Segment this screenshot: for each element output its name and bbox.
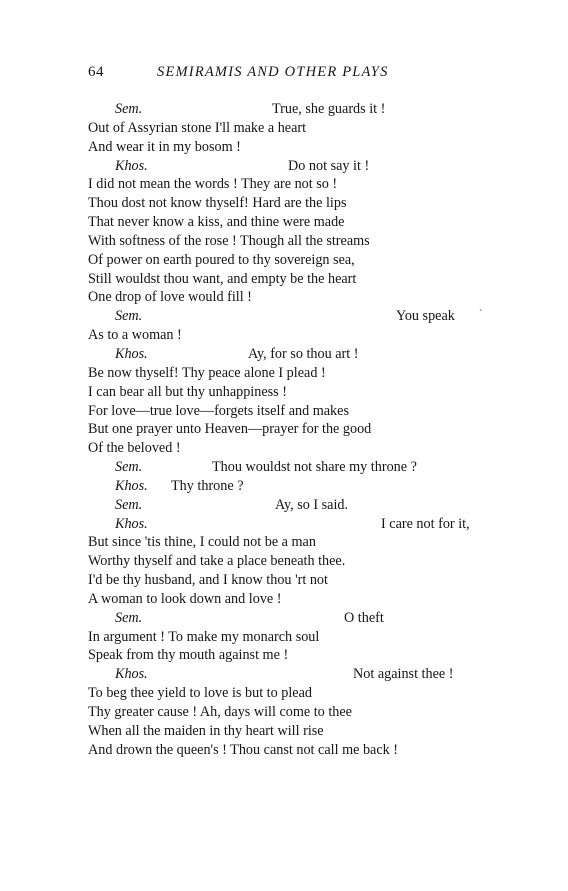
verse-line (88, 646, 508, 665)
verse-line (88, 157, 508, 176)
speaker-name: Sem. (115, 496, 143, 513)
verse-text: As to a woman ! (88, 327, 182, 344)
verse-text: Of the beloved ! (88, 440, 181, 457)
verse-text: Thou dost not know thyself! Hard are the lips (88, 195, 347, 212)
verse-line (88, 703, 508, 722)
verse-text: True, she guards it ! (272, 101, 386, 117)
verse-line (88, 307, 508, 326)
speaker-name: Sem. (115, 308, 143, 325)
verse-text: Still wouldst thou want, and empty be the heart (88, 270, 357, 287)
speaker-name: Khos. (115, 477, 148, 494)
verse-line (88, 270, 508, 289)
verse-line (88, 571, 508, 590)
verse-line (88, 364, 508, 383)
verse-text: In argument ! To make my monarch soul (88, 628, 320, 645)
verse-text: Do not say it ! (288, 157, 370, 174)
page-number: 64 (88, 64, 104, 80)
speaker-name: Khos. (115, 345, 148, 362)
verse-text: Of power on earth poured to thy sovereign sea, (88, 251, 355, 268)
verse-line (88, 383, 508, 402)
verse-text: But one prayer unto Heaven—prayer for the good (88, 421, 372, 438)
verse-line (88, 609, 508, 628)
verse-line (88, 345, 508, 364)
verse-line (88, 496, 508, 515)
verse-text: Speak from thy mouth against me ! (88, 647, 289, 664)
verse-text: I'd be thy husband, and I know thou 'rt not (88, 572, 328, 589)
verse-text: A woman to look down and love ! (88, 590, 282, 607)
verse-line (88, 119, 508, 138)
verse-text: Thy throne ? (171, 477, 244, 494)
verse-text: One drop of love would fill ! (88, 289, 252, 306)
verse-line (88, 194, 508, 213)
verse-text: I can bear all but thy unhappiness ! (88, 383, 287, 400)
verse-line (88, 741, 508, 760)
verse-text: For love—true love—forgets itself and makes (88, 402, 349, 419)
verse-line (88, 533, 508, 552)
verse-text: Thou wouldst not share my throne ? (212, 459, 417, 476)
verse-line (88, 232, 508, 251)
verse-line (88, 326, 508, 345)
verse-text: But since 'tis thine, I could not be a man (88, 534, 316, 551)
verse-body (88, 100, 508, 760)
verse-text: Thy greater cause ! Ah, days will come to thee (88, 704, 352, 720)
verse-text: Not against thee ! (353, 666, 454, 683)
page-header (88, 64, 488, 86)
verse-line (88, 684, 508, 703)
verse-line (88, 722, 508, 741)
speaker-name: Sem. (115, 101, 143, 117)
verse-line (88, 420, 508, 439)
verse-text: And drown the queen's ! Thou canst not call me back ! (88, 741, 398, 758)
verse-line (88, 515, 508, 534)
verse-line (88, 100, 508, 119)
verse-line (88, 628, 508, 647)
verse-text: Out of Assyrian stone I'll make a heart (88, 119, 307, 136)
verse-line (88, 477, 508, 496)
verse-text: With softness of the rose ! Though all the streams (88, 232, 370, 249)
verse-text: I care not for it, (381, 515, 470, 532)
verse-line (88, 402, 508, 421)
running-title: SEMIRAMIS AND OTHER PLAYS (157, 64, 389, 80)
verse-text: O theft (344, 609, 384, 626)
verse-line (88, 175, 508, 194)
verse-text: Ay, so I said. (275, 496, 349, 513)
verse-text: Be now thyself! Thy peace alone I plead ! (88, 364, 326, 381)
verse-line (88, 138, 508, 157)
verse-text: That never know a kiss, and thine were made (88, 214, 345, 231)
verse-text: And wear it in my bosom ! (88, 138, 241, 155)
verse-text: You speak (396, 308, 455, 325)
speaker-name: Sem. (115, 459, 143, 476)
verse-line (88, 458, 508, 477)
speaker-name: Sem. (115, 609, 143, 626)
verse-line (88, 590, 508, 609)
verse-text: When all the maiden in thy heart will rise (88, 722, 324, 739)
verse-text: Worthy thyself and take a place beneath thee. (88, 553, 346, 570)
verse-text: I did not mean the words ! They are not so ! (88, 176, 338, 193)
speaker-name: Khos. (115, 515, 148, 532)
stray-print-mark: ˋ (479, 309, 483, 320)
verse-line (88, 665, 508, 684)
verse-line (88, 552, 508, 571)
verse-line (88, 213, 508, 232)
verse-text: Ay, for so thou art ! (248, 345, 359, 362)
verse-line (88, 251, 508, 270)
speaker-name: Khos. (115, 666, 148, 683)
verse-text: To beg thee yield to love is but to plead (88, 685, 312, 702)
speaker-name: Khos. (115, 157, 148, 174)
verse-line (88, 439, 508, 458)
verse-line (88, 288, 508, 307)
